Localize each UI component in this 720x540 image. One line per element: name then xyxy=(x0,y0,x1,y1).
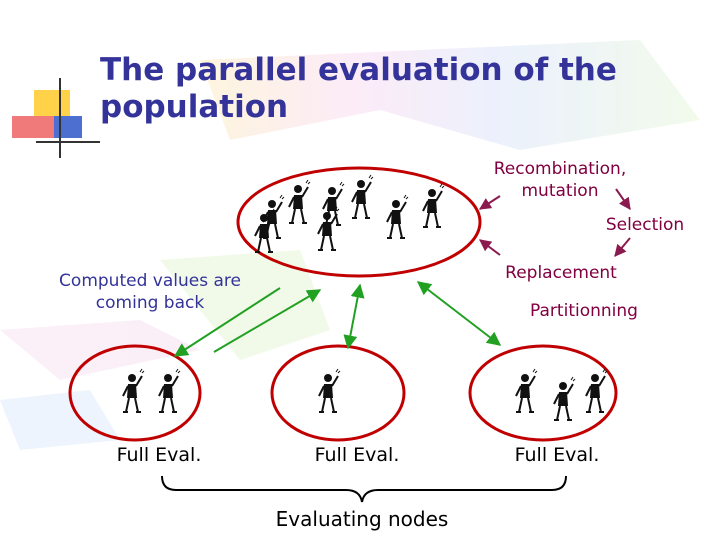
title-decoration xyxy=(12,78,100,158)
individual-figure xyxy=(159,369,180,412)
individual-figure xyxy=(423,184,444,227)
evaluating-nodes-brace xyxy=(162,476,566,502)
full-eval-label-middle: Full Eval. xyxy=(314,444,400,466)
recombination-label: Recombination, mutation xyxy=(493,159,627,201)
individual-figure xyxy=(123,369,144,412)
individual-figure xyxy=(352,175,373,218)
full-eval-label-left: Full Eval. xyxy=(116,444,202,466)
computed-values-label: Computed values are coming back xyxy=(59,271,241,313)
individual-figure xyxy=(586,369,607,412)
replacement-label: Replacement xyxy=(505,263,617,283)
node-ellipse-middle xyxy=(272,346,404,440)
individual-figure xyxy=(516,369,537,412)
page-title: The parallel evaluation of the population xyxy=(100,52,617,125)
individual-figure xyxy=(554,377,575,420)
arrow-to-right-node xyxy=(418,282,500,345)
individual-figure xyxy=(319,369,340,412)
arrow-to-middle-node xyxy=(348,285,360,348)
individual-figure xyxy=(289,180,310,223)
evaluating-nodes-label: Evaluating nodes xyxy=(275,507,449,531)
arrow-replacement-in xyxy=(480,240,500,255)
full-eval-label-right: Full Eval. xyxy=(514,444,600,466)
partitioning-label: Partitionning xyxy=(530,301,638,321)
arrow-replacement xyxy=(615,238,630,256)
individual-figure xyxy=(387,195,408,238)
selection-label: Selection xyxy=(605,215,685,235)
